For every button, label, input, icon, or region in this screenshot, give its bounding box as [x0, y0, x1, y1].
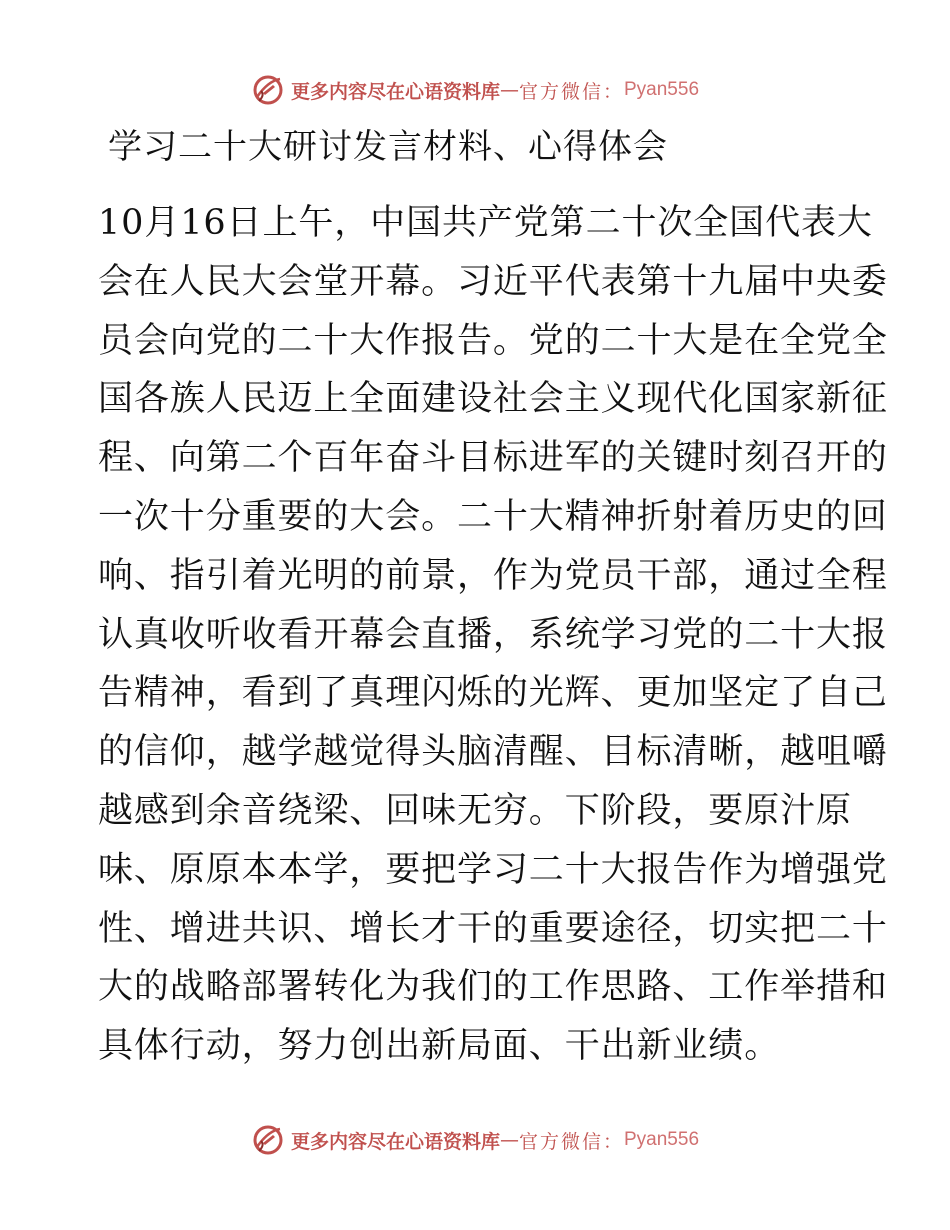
banner-brand-text: 更多内容尽在心语资料库	[290, 1130, 500, 1153]
paragraph-line: 告精神，看到了真理闪烁的光辉、更加坚定了自己	[98, 673, 888, 714]
pen-logo-icon	[251, 73, 285, 107]
banner-wechat-id: Pyan556	[624, 79, 700, 100]
paragraph-line: 具体行动，努力创出新局面、干出新业绩。	[98, 1026, 781, 1067]
banner-official-label: 官方微信：	[518, 80, 624, 103]
paragraph-line: 程、向第二个百年奋斗目标进军的关键时刻召开的	[98, 438, 888, 479]
paragraph-line: 10月16日上午，中国共产党第二十次全国代表大	[98, 203, 873, 243]
paragraph-line: 国各族人民迈上全面建设社会主义现代化国家新征	[98, 379, 888, 420]
header-watermark-banner	[0, 70, 950, 110]
banner-official-label: 官方微信：	[518, 1130, 624, 1153]
pen-logo-icon	[251, 1123, 285, 1157]
paragraph-line: 越感到余音绕梁、回味无穷。下阶段，要原汁原	[98, 790, 852, 831]
body-paragraph	[98, 194, 888, 1076]
paragraph-line: 的信仰，越学越觉得头脑清醒、目标清晰，越咀嚼	[98, 732, 888, 773]
paragraph-line: 味、原原本本学，要把学习二十大报告作为增强党	[98, 849, 888, 890]
banner-separator: —	[499, 1129, 519, 1151]
footer-watermark-banner	[0, 1120, 950, 1160]
paragraph-line: 会在人民大会堂开幕。习近平代表第十九届中央委	[98, 261, 888, 302]
paragraph-line: 大的战略部署转化为我们的工作思路、工作举措和	[98, 967, 888, 1008]
paragraph-line: 一次十分重要的大会。二十大精神折射着历史的回	[98, 496, 888, 537]
paragraph-line: 员会向党的二十大作报告。党的二十大是在全党全	[98, 320, 888, 361]
banner-separator: —	[499, 79, 519, 101]
paragraph-line: 响、指引着光明的前景，作为党员干部，通过全程	[98, 555, 888, 596]
paragraph-line: 认真收听收看开幕会直播，系统学习党的二十大报	[98, 614, 888, 655]
document-title: 学习二十大研讨发言材料、心得体会	[108, 127, 668, 167]
banner-wechat-id: Pyan556	[624, 1129, 700, 1150]
paragraph-line: 性、增进共识、增长才干的重要途径，切实把二十	[98, 908, 888, 949]
banner-brand-text: 更多内容尽在心语资料库	[290, 80, 500, 103]
